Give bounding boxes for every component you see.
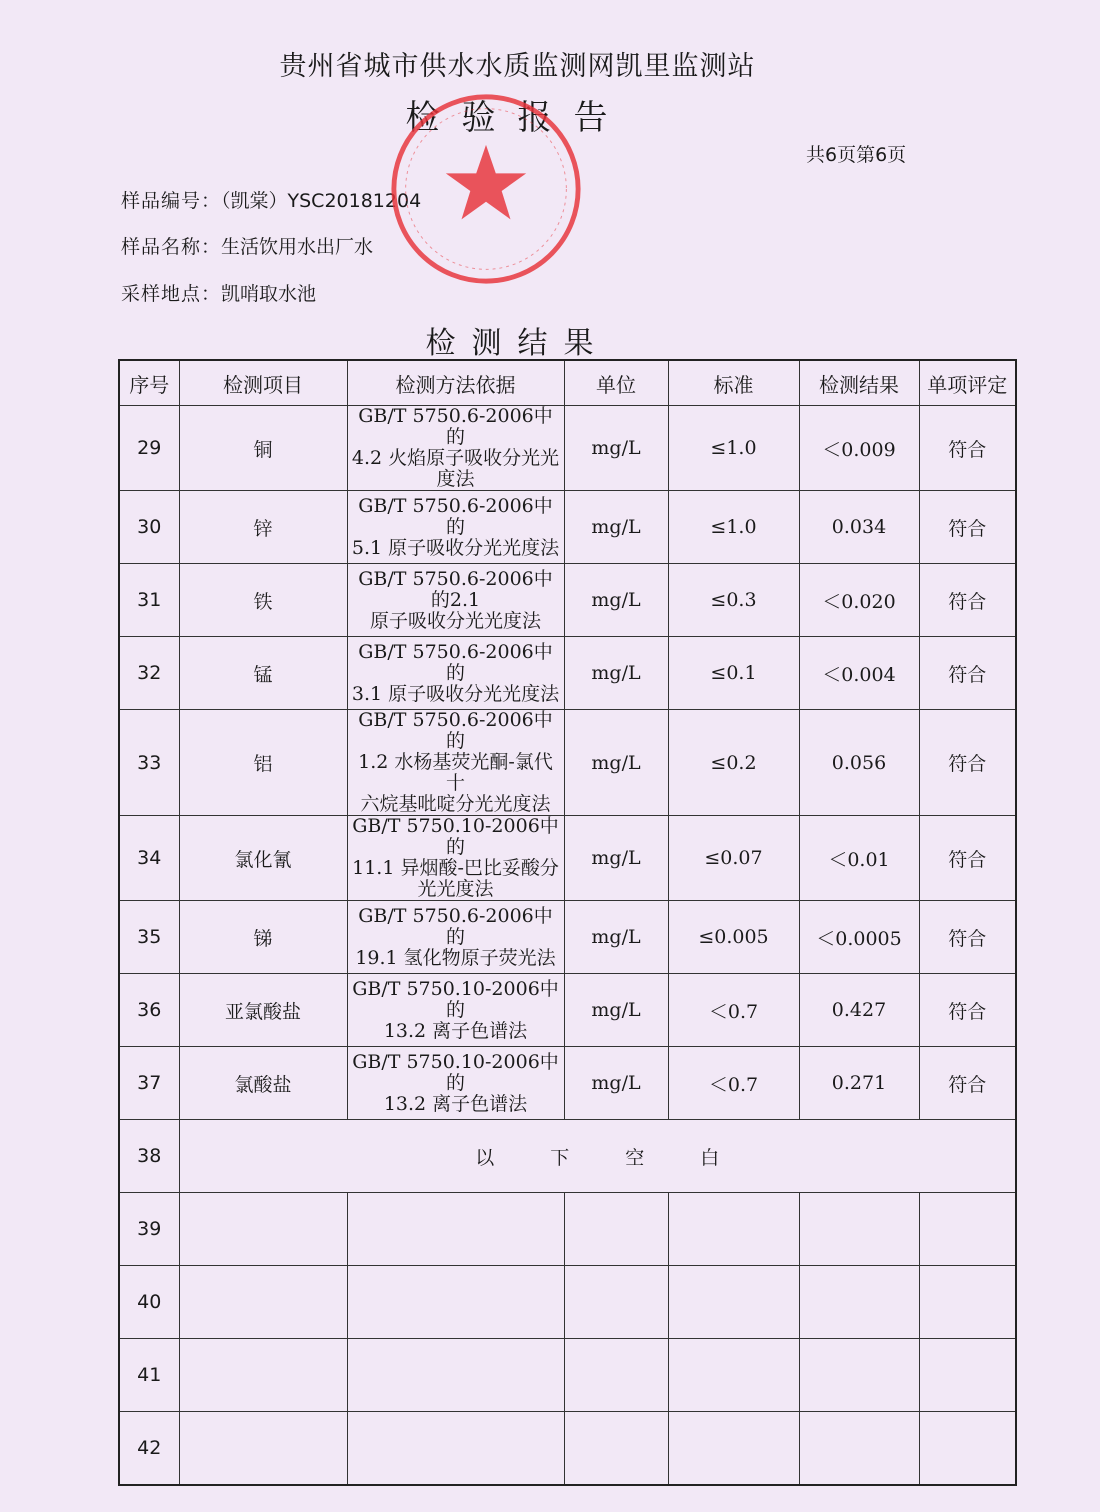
- cell-seq: 40: [119, 1266, 179, 1339]
- sample-name-label: 样品名称：: [121, 236, 222, 258]
- cell-standard: ＜0.7: [668, 1047, 799, 1120]
- cell-result: ＜0.009: [799, 406, 919, 491]
- sampling-location-label: 采样地点：: [121, 283, 222, 305]
- empty-cell: [919, 1339, 1016, 1412]
- cell-method: GB/T 5750.6-2006中的 1.2 水杨基荧光酮-氯代十 六烷基吡啶分光光度法: [347, 710, 564, 816]
- sample-name-line: [121, 232, 373, 259]
- empty-cell: [564, 1339, 668, 1412]
- cell-item: 锑: [179, 901, 347, 974]
- cell-item: 锌: [179, 491, 347, 564]
- cell-unit: mg/L: [564, 491, 668, 564]
- table-row: [119, 710, 1016, 816]
- table-row: [119, 637, 1016, 710]
- sample-number-line: [121, 186, 421, 213]
- cell-eval: 符合: [919, 974, 1016, 1047]
- table-row: [119, 901, 1016, 974]
- empty-cell: [179, 1412, 347, 1486]
- cell-seq: 30: [119, 491, 179, 564]
- sampling-location-value: 凯哨取水池: [221, 283, 317, 305]
- cell-item: 铁: [179, 564, 347, 637]
- cell-standard: ≤0.005: [668, 901, 799, 974]
- table-row-blank-note: [119, 1120, 1016, 1193]
- cell-seq: 36: [119, 974, 179, 1047]
- cell-standard: ≤0.2: [668, 710, 799, 816]
- cell-standard: ≤1.0: [668, 491, 799, 564]
- header-seq: 序号: [119, 360, 179, 406]
- cell-seq: 39: [119, 1193, 179, 1266]
- page-count: 共6页第6页: [806, 144, 907, 166]
- cell-seq: 32: [119, 637, 179, 710]
- empty-cell: [564, 1193, 668, 1266]
- cell-item: 氯化氰: [179, 816, 347, 901]
- cell-item: 铝: [179, 710, 347, 816]
- cell-eval: 符合: [919, 816, 1016, 901]
- empty-cell: [799, 1412, 919, 1486]
- results-table: [118, 359, 1017, 1486]
- organization-name: 贵州省城市供水水质监测网凯里监测站: [279, 51, 756, 82]
- empty-cell: [179, 1339, 347, 1412]
- empty-cell: [179, 1193, 347, 1266]
- cell-method: GB/T 5750.6-2006中的 5.1 原子吸收分光光度法: [347, 491, 564, 564]
- cell-seq: 29: [119, 406, 179, 491]
- cell-eval: 符合: [919, 637, 1016, 710]
- cell-seq: 35: [119, 901, 179, 974]
- table-row: [119, 491, 1016, 564]
- table-row-empty: [119, 1339, 1016, 1412]
- cell-method: GB/T 5750.6-2006中的2.1 原子吸收分光光度法: [347, 564, 564, 637]
- cell-result: 0.056: [799, 710, 919, 816]
- blank-note: 以 下 空 白: [179, 1120, 1016, 1193]
- sample-name-value: 生活饮用水出厂水: [221, 236, 374, 258]
- sample-number-label: 样品编号：: [121, 190, 222, 212]
- cell-result: ＜0.020: [799, 564, 919, 637]
- table-row: [119, 564, 1016, 637]
- report-title: 检验报告: [405, 98, 630, 138]
- cell-standard: ≤1.0: [668, 406, 799, 491]
- cell-unit: mg/L: [564, 564, 668, 637]
- cell-result: 0.271: [799, 1047, 919, 1120]
- cell-seq: 33: [119, 710, 179, 816]
- cell-eval: 符合: [919, 901, 1016, 974]
- cell-unit: mg/L: [564, 637, 668, 710]
- cell-eval: 符合: [919, 1047, 1016, 1120]
- empty-cell: [668, 1339, 799, 1412]
- sampling-location-line: [121, 279, 316, 306]
- sample-number-value: （凯棠）YSC20181204: [221, 190, 422, 212]
- cell-unit: mg/L: [564, 406, 668, 491]
- cell-seq: 31: [119, 564, 179, 637]
- cell-unit: mg/L: [564, 816, 668, 901]
- empty-cell: [179, 1266, 347, 1339]
- section-title: 检测结果: [425, 326, 610, 361]
- table-row-empty: [119, 1412, 1016, 1486]
- empty-cell: [347, 1412, 564, 1486]
- empty-cell: [347, 1193, 564, 1266]
- table-header-row: [119, 360, 1016, 406]
- empty-cell: [799, 1193, 919, 1266]
- cell-result: ＜0.004: [799, 637, 919, 710]
- cell-standard: ≤0.3: [668, 564, 799, 637]
- empty-cell: [668, 1266, 799, 1339]
- empty-cell: [668, 1412, 799, 1486]
- cell-method: GB/T 5750.10-2006中的 11.1 异烟酸-巴比妥酸分 光光度法: [347, 816, 564, 901]
- cell-eval: 符合: [919, 491, 1016, 564]
- cell-method: GB/T 5750.10-2006中的 13.2 离子色谱法: [347, 974, 564, 1047]
- header-method: 检测方法依据: [347, 360, 564, 406]
- cell-result: ＜0.0005: [799, 901, 919, 974]
- header-item: 检测项目: [179, 360, 347, 406]
- table-row: [119, 816, 1016, 901]
- cell-seq: 41: [119, 1339, 179, 1412]
- table-row: [119, 974, 1016, 1047]
- cell-result: 0.034: [799, 491, 919, 564]
- empty-cell: [564, 1266, 668, 1339]
- cell-unit: mg/L: [564, 901, 668, 974]
- cell-seq: 42: [119, 1412, 179, 1486]
- cell-unit: mg/L: [564, 710, 668, 816]
- empty-cell: [919, 1412, 1016, 1486]
- table-row: [119, 1047, 1016, 1120]
- header-standard: 标准: [668, 360, 799, 406]
- cell-eval: 符合: [919, 710, 1016, 816]
- empty-cell: [347, 1339, 564, 1412]
- cell-result: 0.427: [799, 974, 919, 1047]
- empty-cell: [919, 1266, 1016, 1339]
- cell-seq: 34: [119, 816, 179, 901]
- empty-cell: [799, 1339, 919, 1412]
- cell-standard: ≤0.07: [668, 816, 799, 901]
- header-eval: 单项评定: [919, 360, 1016, 406]
- cell-item: 锰: [179, 637, 347, 710]
- empty-cell: [564, 1412, 668, 1486]
- table-row-empty: [119, 1266, 1016, 1339]
- cell-method: GB/T 5750.6-2006中的 4.2 火焰原子吸收分光光 度法: [347, 406, 564, 491]
- header-unit: 单位: [564, 360, 668, 406]
- cell-eval: 符合: [919, 564, 1016, 637]
- empty-cell: [799, 1266, 919, 1339]
- table-row-empty: [119, 1193, 1016, 1266]
- cell-method: GB/T 5750.10-2006中的 13.2 离子色谱法: [347, 1047, 564, 1120]
- cell-eval: 符合: [919, 406, 1016, 491]
- empty-cell: [668, 1193, 799, 1266]
- cell-standard: ≤0.1: [668, 637, 799, 710]
- cell-seq: 37: [119, 1047, 179, 1120]
- cell-standard: ＜0.7: [668, 974, 799, 1047]
- cell-unit: mg/L: [564, 974, 668, 1047]
- cell-method: GB/T 5750.6-2006中的 19.1 氢化物原子荧光法: [347, 901, 564, 974]
- cell-item: 氯酸盐: [179, 1047, 347, 1120]
- empty-cell: [919, 1193, 1016, 1266]
- header-result: 检测结果: [799, 360, 919, 406]
- cell-unit: mg/L: [564, 1047, 668, 1120]
- cell-method: GB/T 5750.6-2006中的 3.1 原子吸收分光光度法: [347, 637, 564, 710]
- cell-item: 铜: [179, 406, 347, 491]
- table-row: [119, 406, 1016, 491]
- cell-seq: 38: [119, 1120, 179, 1193]
- empty-cell: [347, 1266, 564, 1339]
- cell-item: 亚氯酸盐: [179, 974, 347, 1047]
- cell-result: ＜0.01: [799, 816, 919, 901]
